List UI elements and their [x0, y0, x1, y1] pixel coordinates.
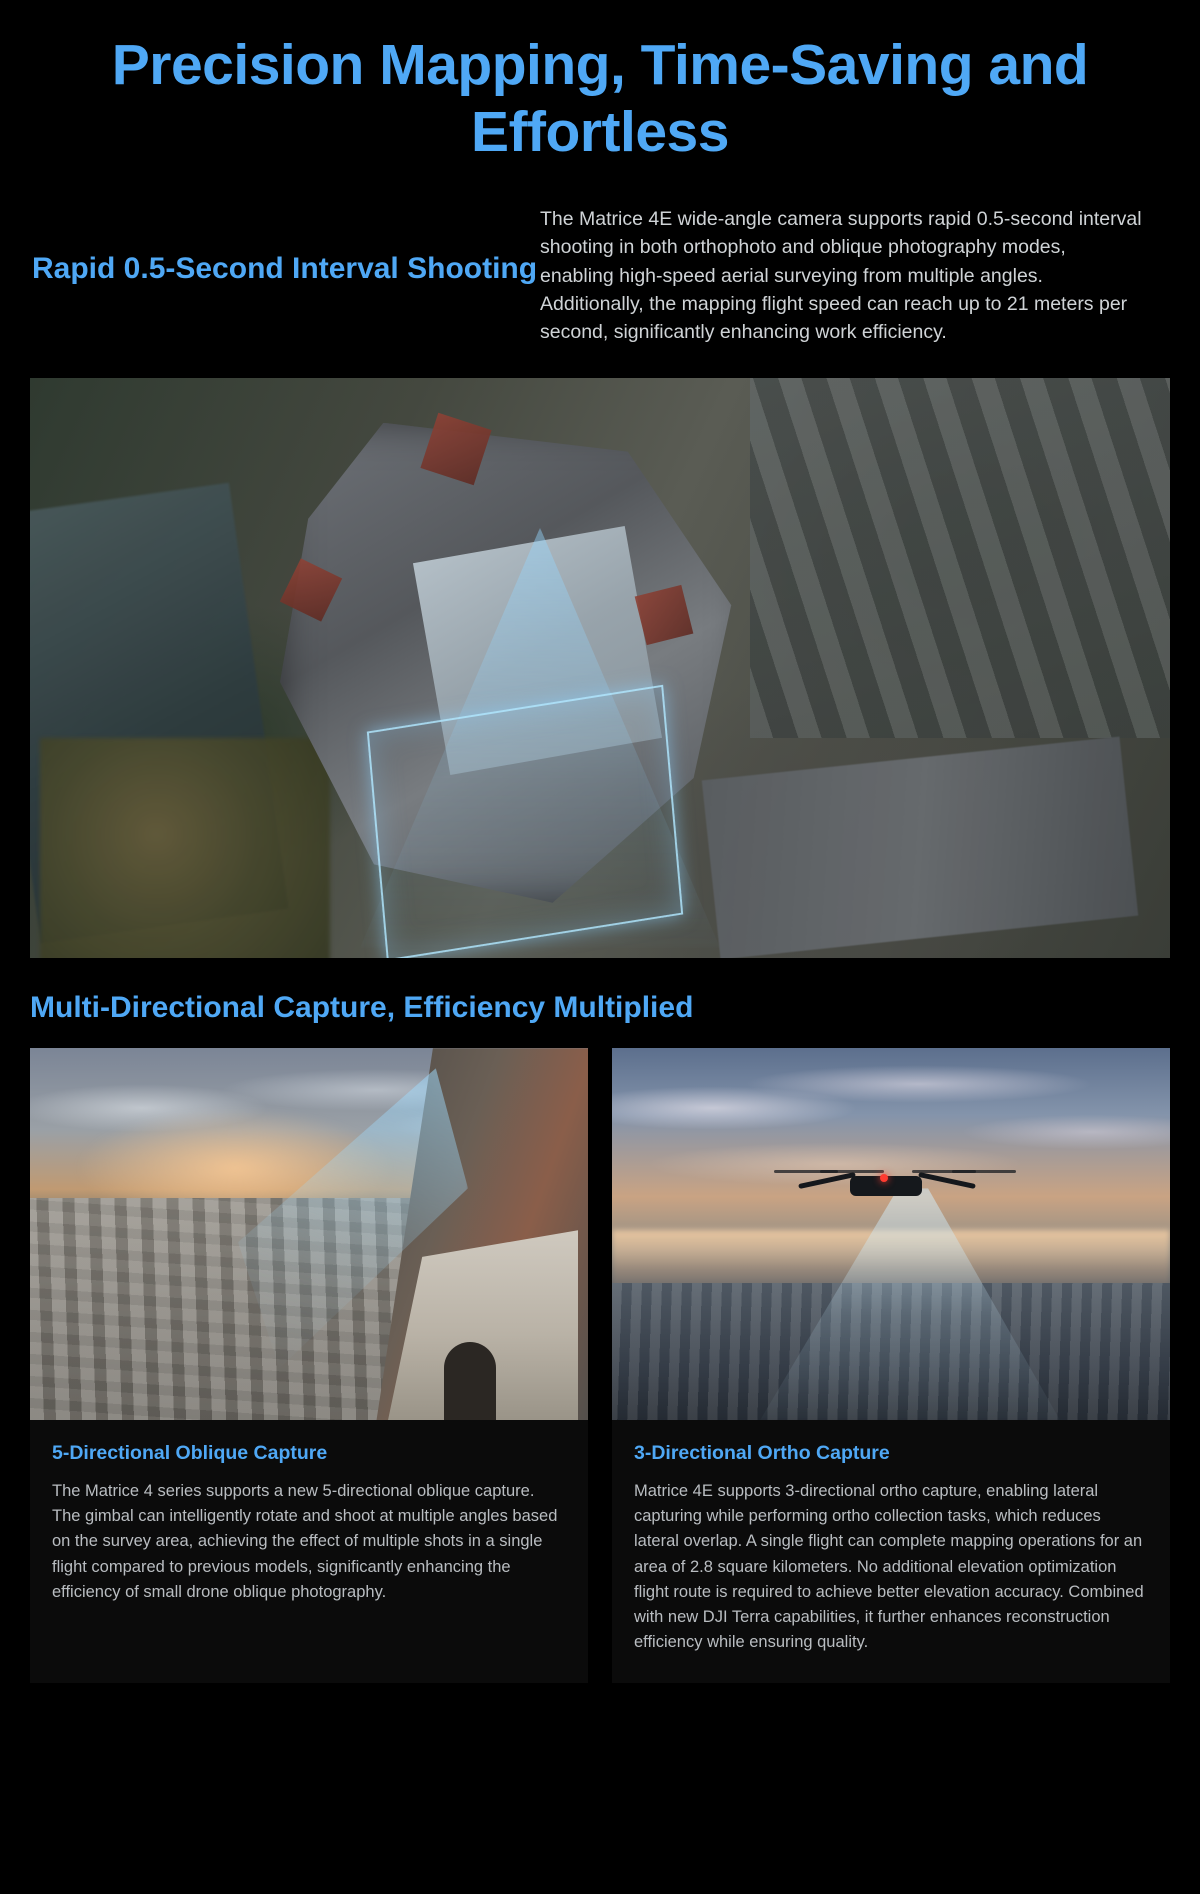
feature-card-oblique — [30, 1048, 588, 1683]
oblique-card-body — [30, 1420, 588, 1632]
oblique-capture-image — [30, 1048, 588, 1420]
town-block-shape — [750, 378, 1170, 738]
ortho-scene — [612, 1048, 1170, 1420]
oblique-scene — [30, 1048, 588, 1420]
feature-card-ortho — [612, 1048, 1170, 1683]
road-shape — [702, 736, 1139, 957]
ortho-capture-image — [612, 1048, 1170, 1420]
intro-body-column — [540, 201, 1170, 345]
page-title: Precision Mapping, Time-Saving and Effortless — [111, 33, 1089, 164]
ortho-card-body — [612, 1420, 1170, 1683]
intro-heading-column — [30, 201, 540, 289]
card-title: 5-Directional Oblique Capture — [52, 1442, 328, 1465]
feature-cards — [0, 1028, 1200, 1723]
drone-rotor — [952, 1170, 1016, 1173]
intro-body-text: The Matrice 4E wide-angle camera supports rapid 0.5-second interval shooting in both orthophoto and oblique photography modes, enabling high-speed aerial surveying from multiple angles. Additionally, the mapping flight speed can reach up to 21 meters per second, significantly enhancing work efficiency. — [540, 208, 1142, 343]
aerial-orthophoto-image — [30, 378, 1170, 958]
section-heading-multidirectional: Multi-Directional Capture, Efficiency Multiplied — [30, 990, 694, 1024]
capture-footprint-overlay — [367, 684, 683, 957]
card-text: Matrice 4E supports 3-directional ortho capture, enabling lateral capturing while performing ortho collection tasks, which reduces lateral overlap. A single flight can complete mapping operations for an area of 2.8 square kilometers. No additional elevation optimization flight route is required to achieve better elevation accuracy. Combined with new DJI Terra capabilities, it further enhances reconstruction efficiency while ensuring quality. — [634, 1482, 1144, 1651]
intro-heading: Rapid 0.5-Second Interval Shooting — [32, 252, 538, 286]
tower-door-shape — [444, 1342, 496, 1420]
intro-section — [0, 193, 1200, 345]
aerial-scene — [30, 378, 1170, 958]
card-text: The Matrice 4 series supports a new 5-directional oblique capture. The gimbal can intelligently rotate and shoot at multiple angles based on the survey area, achieving the effect of multiple shots in a single flight compared to previous models, significantly enhancing the efficiency of small drone oblique photography. — [52, 1482, 558, 1601]
tree-canopy-shape — [40, 738, 330, 958]
card-title: 3-Directional Ortho Capture — [634, 1442, 890, 1465]
